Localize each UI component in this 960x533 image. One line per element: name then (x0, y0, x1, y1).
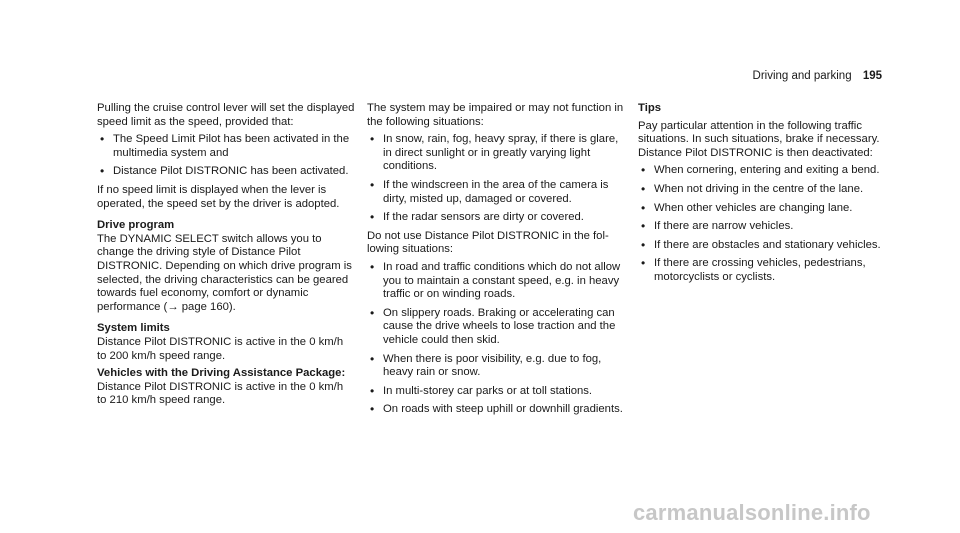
list-item: • When not driving in the centre of the lane. (638, 183, 888, 197)
impaired-intro: The system may be impaired or may not function in the following situations: (367, 102, 624, 128)
column-1 (97, 102, 355, 412)
page-reference-link[interactable]: page 160). (178, 300, 236, 313)
list-item: • When other vehicles are changing lane. (638, 202, 888, 216)
watermark: carmanualsonline.info (633, 500, 871, 525)
column-3 (638, 102, 888, 290)
list-item: • If there are obstacles and stationary vehicles. (638, 239, 888, 253)
driving-assistance-pack-note (97, 367, 355, 408)
system-limits-text: Distance Pilot DISTRONIC is active in the 0 km/h to 200 km/h speed range. (97, 335, 344, 362)
list-item: • If the windscreen in the area of the camera is dirty, misted up, damaged or covered. (367, 179, 629, 206)
list-item: • The Speed Limit Pilot has been activated in the multimedia system and (97, 133, 355, 160)
system-limits-heading: System limits (97, 322, 170, 335)
page-header (753, 70, 882, 84)
arrow-right-icon: → (167, 300, 179, 313)
list-item: • In road and traffic conditions which do not allow you to maintain a constant speed, e.g. in heavy traffic or on winding roads. (367, 261, 629, 302)
section-title: Driving and parking (752, 70, 852, 82)
list-item: • In multi-storey car parks or at toll stations. (367, 385, 629, 399)
list-item: • On slippery roads. Braking or accelerating can cause the drive wheels to lose traction and the vehicle could then skid. (367, 307, 629, 348)
impaired-situations-list (367, 133, 629, 225)
list-item: • If there are crossing vehicles, pedestrians, motorcyclists or cyclists. (638, 257, 888, 284)
column-2 (367, 102, 629, 422)
list-item: • If the radar sensors are dirty or covered. (367, 211, 629, 225)
driving-assistance-pack-text: Distance Pilot DISTRONIC is active in the 0 km/h to 210 km/h speed range. (97, 380, 344, 407)
tips-heading: Tips (638, 102, 662, 114)
page-number: 195 (862, 70, 882, 82)
speed-limit-conditions-list (97, 133, 355, 179)
list-item: • In snow, rain, fog, heavy spray, if there is glare, in direct sunlight or in greatly varying light conditions. (367, 133, 629, 174)
list-item: • If there are narrow vehicles. (638, 220, 888, 234)
do-not-use-list (367, 261, 629, 417)
driving-assistance-pack-lead: Vehicles with the Driving Assistance Package: (97, 367, 346, 380)
list-item: • When cornering, entering and exiting a bend. (638, 164, 888, 178)
lever-note: If no speed limit is displayed when the lever is operated, the speed set by the driver is adopted. (97, 183, 340, 210)
tips-intro: Pay particular attention in the following traffic situations. In such situations, brake if necessary. Distance Pilot DISTRONIC is then deactivated: (638, 119, 880, 159)
tips-list (638, 164, 888, 284)
drive-program-heading: Drive program (97, 219, 175, 232)
drive-program-body: The DYNAMIC SELECT switch allows you to change the driving style of Distance Pilot DISTRONIC. Depending on which drive program is selected, the driving characteristics can be geared towards fuel economy, comfort or dynamic performance ( (97, 232, 352, 313)
list-item: • On roads with steep uphill or downhill gradients. (367, 403, 629, 417)
list-item: • When there is poor visibility, e.g. due to fog, heavy rain or snow. (367, 353, 629, 380)
cruise-lever-intro: Pulling the cruise control lever will set the displayed speed limit as the speed, provided that: (97, 102, 355, 128)
list-item: • Distance Pilot DISTRONIC has been activated. (97, 165, 355, 179)
do-not-use-intro: Do not use Distance Pilot DISTRONIC in the following situations: (367, 229, 609, 256)
drive-program-text (97, 233, 355, 315)
